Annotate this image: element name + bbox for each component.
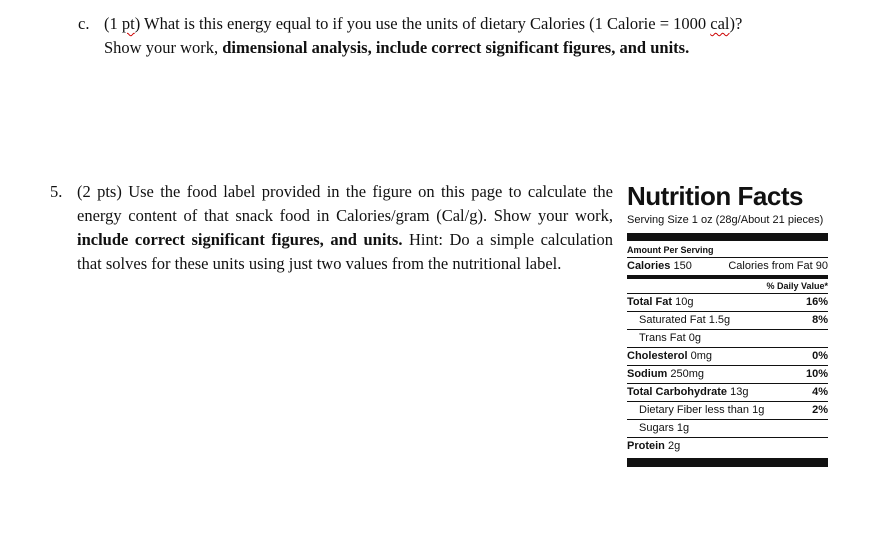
nutrient-row [627,294,828,311]
nutrient-amount: 10g [675,296,694,308]
nutrient-name: Sugars 1g [639,422,690,434]
nutrient-name: Dietary Fiber less than 1g [639,404,765,416]
nutrient-pct: 16% [805,296,828,308]
nutrient-amount: 0mg [690,350,712,362]
spellcheck-cal: cal [710,14,730,33]
question-5-text [77,180,613,276]
nutrient-name: Protein [627,440,665,452]
nutrient-row [627,330,828,347]
nutrient-label [627,384,748,401]
nutrient-name: Total Fat [627,296,673,308]
calories-cell [627,258,692,275]
question-c-line1-pre: (1 [104,14,122,33]
nutrition-facts-label [627,180,828,467]
question-c-line1-post: )? [729,14,743,33]
question-5-number: 5. [50,182,63,201]
nutrient-name: Cholesterol [627,350,688,362]
divider-thick [627,233,828,241]
nutrient-amount: 13g [730,386,749,398]
amount-per-serving: Amount Per Serving [627,245,714,255]
calories-label: Calories [627,260,671,272]
nutrient-amount: 250mg [670,368,705,380]
nutrient-row [627,366,828,383]
nutrient-row [627,438,828,455]
question-c-line1-mid: ) What is this energy equal to if you use the units of dietary Calories (1 Calorie = 1000 [134,14,711,33]
question-c-text [104,12,854,60]
question-5-part1: (2 pts) Use the food label provided in the figure on this page to calculate the energy content of that snack food in Calories/gram (Cal/g). Show your work, [77,182,613,225]
nutrient-name: Saturated Fat 1.5g [639,314,731,326]
question-c-number: c. [78,14,90,33]
nutrient-name: Trans Fat 0g [639,332,701,344]
nutrient-label [627,366,704,383]
daily-value-header: % Daily Value* [766,281,828,291]
nutrient-label [627,438,680,455]
spellcheck-pt: pt [121,14,135,33]
nutrient-row [627,348,828,365]
question-5-part2: Hint: Do a simple calculation that solves for these units using just two values from the nutritional label. [77,230,613,273]
serving-size: Serving Size 1 oz (28g/About 21 pieces) [627,214,824,226]
question-c-line2-bold: dimensional analysis, include correct significant figures, and units. [222,38,690,57]
question-c-line2-pre: Show your work, [104,38,223,57]
nutrient-row [627,420,828,437]
nutrient-pct: 4% [812,386,828,398]
divider-thick [627,458,828,467]
nutrient-row [627,402,828,419]
nutrition-title: Nutrition Facts [627,181,803,211]
nutrient-pct: 8% [812,314,828,326]
calories-value: 150 [673,260,692,272]
nutrient-row [627,312,828,329]
nutrient-pct: 0% [812,350,828,362]
nutrient-label [627,348,712,365]
nutrient-pct: 2% [812,404,828,416]
question-c-line1 [104,12,854,36]
calories-row [627,258,828,275]
nutrient-pct: 10% [805,368,828,380]
nutrient-name: Total Carbohydrate [627,386,728,398]
question-c-line2 [104,36,854,60]
calories-from-fat: Calories from Fat 90 [728,260,828,272]
nutrient-label [627,294,693,311]
question-5-bold: include correct significant figures, and units. [77,230,403,249]
nutrient-amount: 2g [667,440,681,452]
nutrient-name: Sodium [627,368,668,380]
nutrient-row [627,384,828,401]
